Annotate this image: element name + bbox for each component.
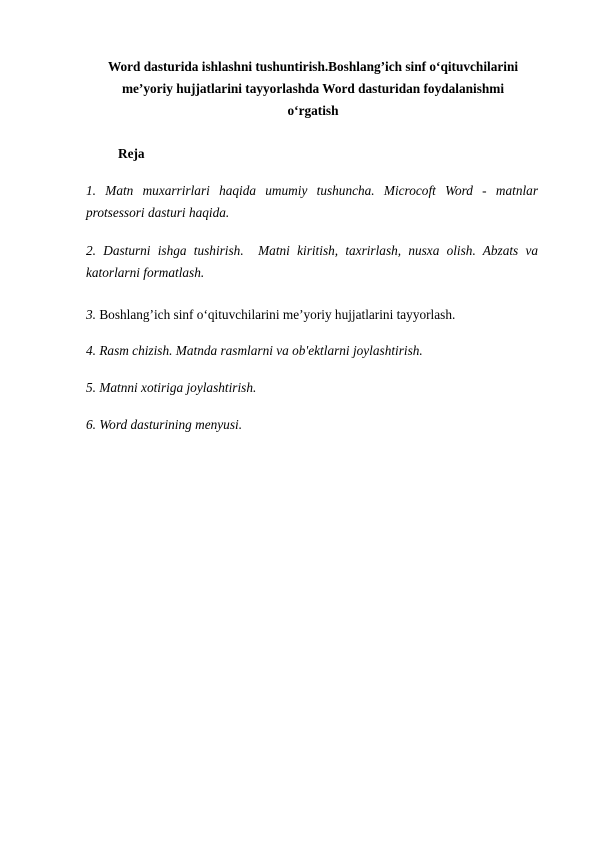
plan-item-number: 1. <box>86 183 96 198</box>
plan-item-number: 3. <box>86 307 96 322</box>
plan-item-5 <box>86 377 538 399</box>
plan-item-4 <box>86 340 538 362</box>
plan-item-number: 2. <box>86 243 96 258</box>
plan-item-number: 4. <box>86 343 96 358</box>
plan-item-3 <box>86 304 538 326</box>
plan-item-text: Matnni xotiriga joylashtirish. <box>99 380 257 395</box>
plan-item-2 <box>86 240 542 284</box>
plan-heading: Reja <box>118 146 145 161</box>
plan-item-6 <box>86 414 538 436</box>
plan-item-1 <box>86 180 538 224</box>
title-line-1: Word dasturida ishlashni tushuntirish.Boshlang’ich sinf o‘qituvchilarini <box>107 59 519 74</box>
title-line-3: o‘rgatish <box>287 103 339 118</box>
plan-item-text: Matn muxarrirlari haqida umumiy tushuncha. Microcoft Word - matnlar protsessori dasturi haqida. <box>86 183 538 220</box>
document-title <box>84 56 542 122</box>
plan-item-number: 5. <box>86 380 96 395</box>
plan-item-text: Dasturni ishga tushirish. Matni kiritish, taxrirlash, nusxa olish. Abzats va katorlarni formatlash. <box>86 243 542 280</box>
plan-item-text: Boshlang’ich sinf o‘qituvchilarini me’yoriy hujjatlarini tayyorlash. <box>99 307 456 322</box>
plan-item-text: Rasm chizish. Matnda rasmlarni va ob'ektlarni joylashtirish. <box>99 343 423 358</box>
plan-item-number: 6. <box>86 417 96 432</box>
plan-item-text: Word dasturining menyusi. <box>99 417 243 432</box>
title-line-2: me’yoriy hujjatlarini tayyorlashda Word dasturidan foydalanishmi <box>121 81 505 96</box>
